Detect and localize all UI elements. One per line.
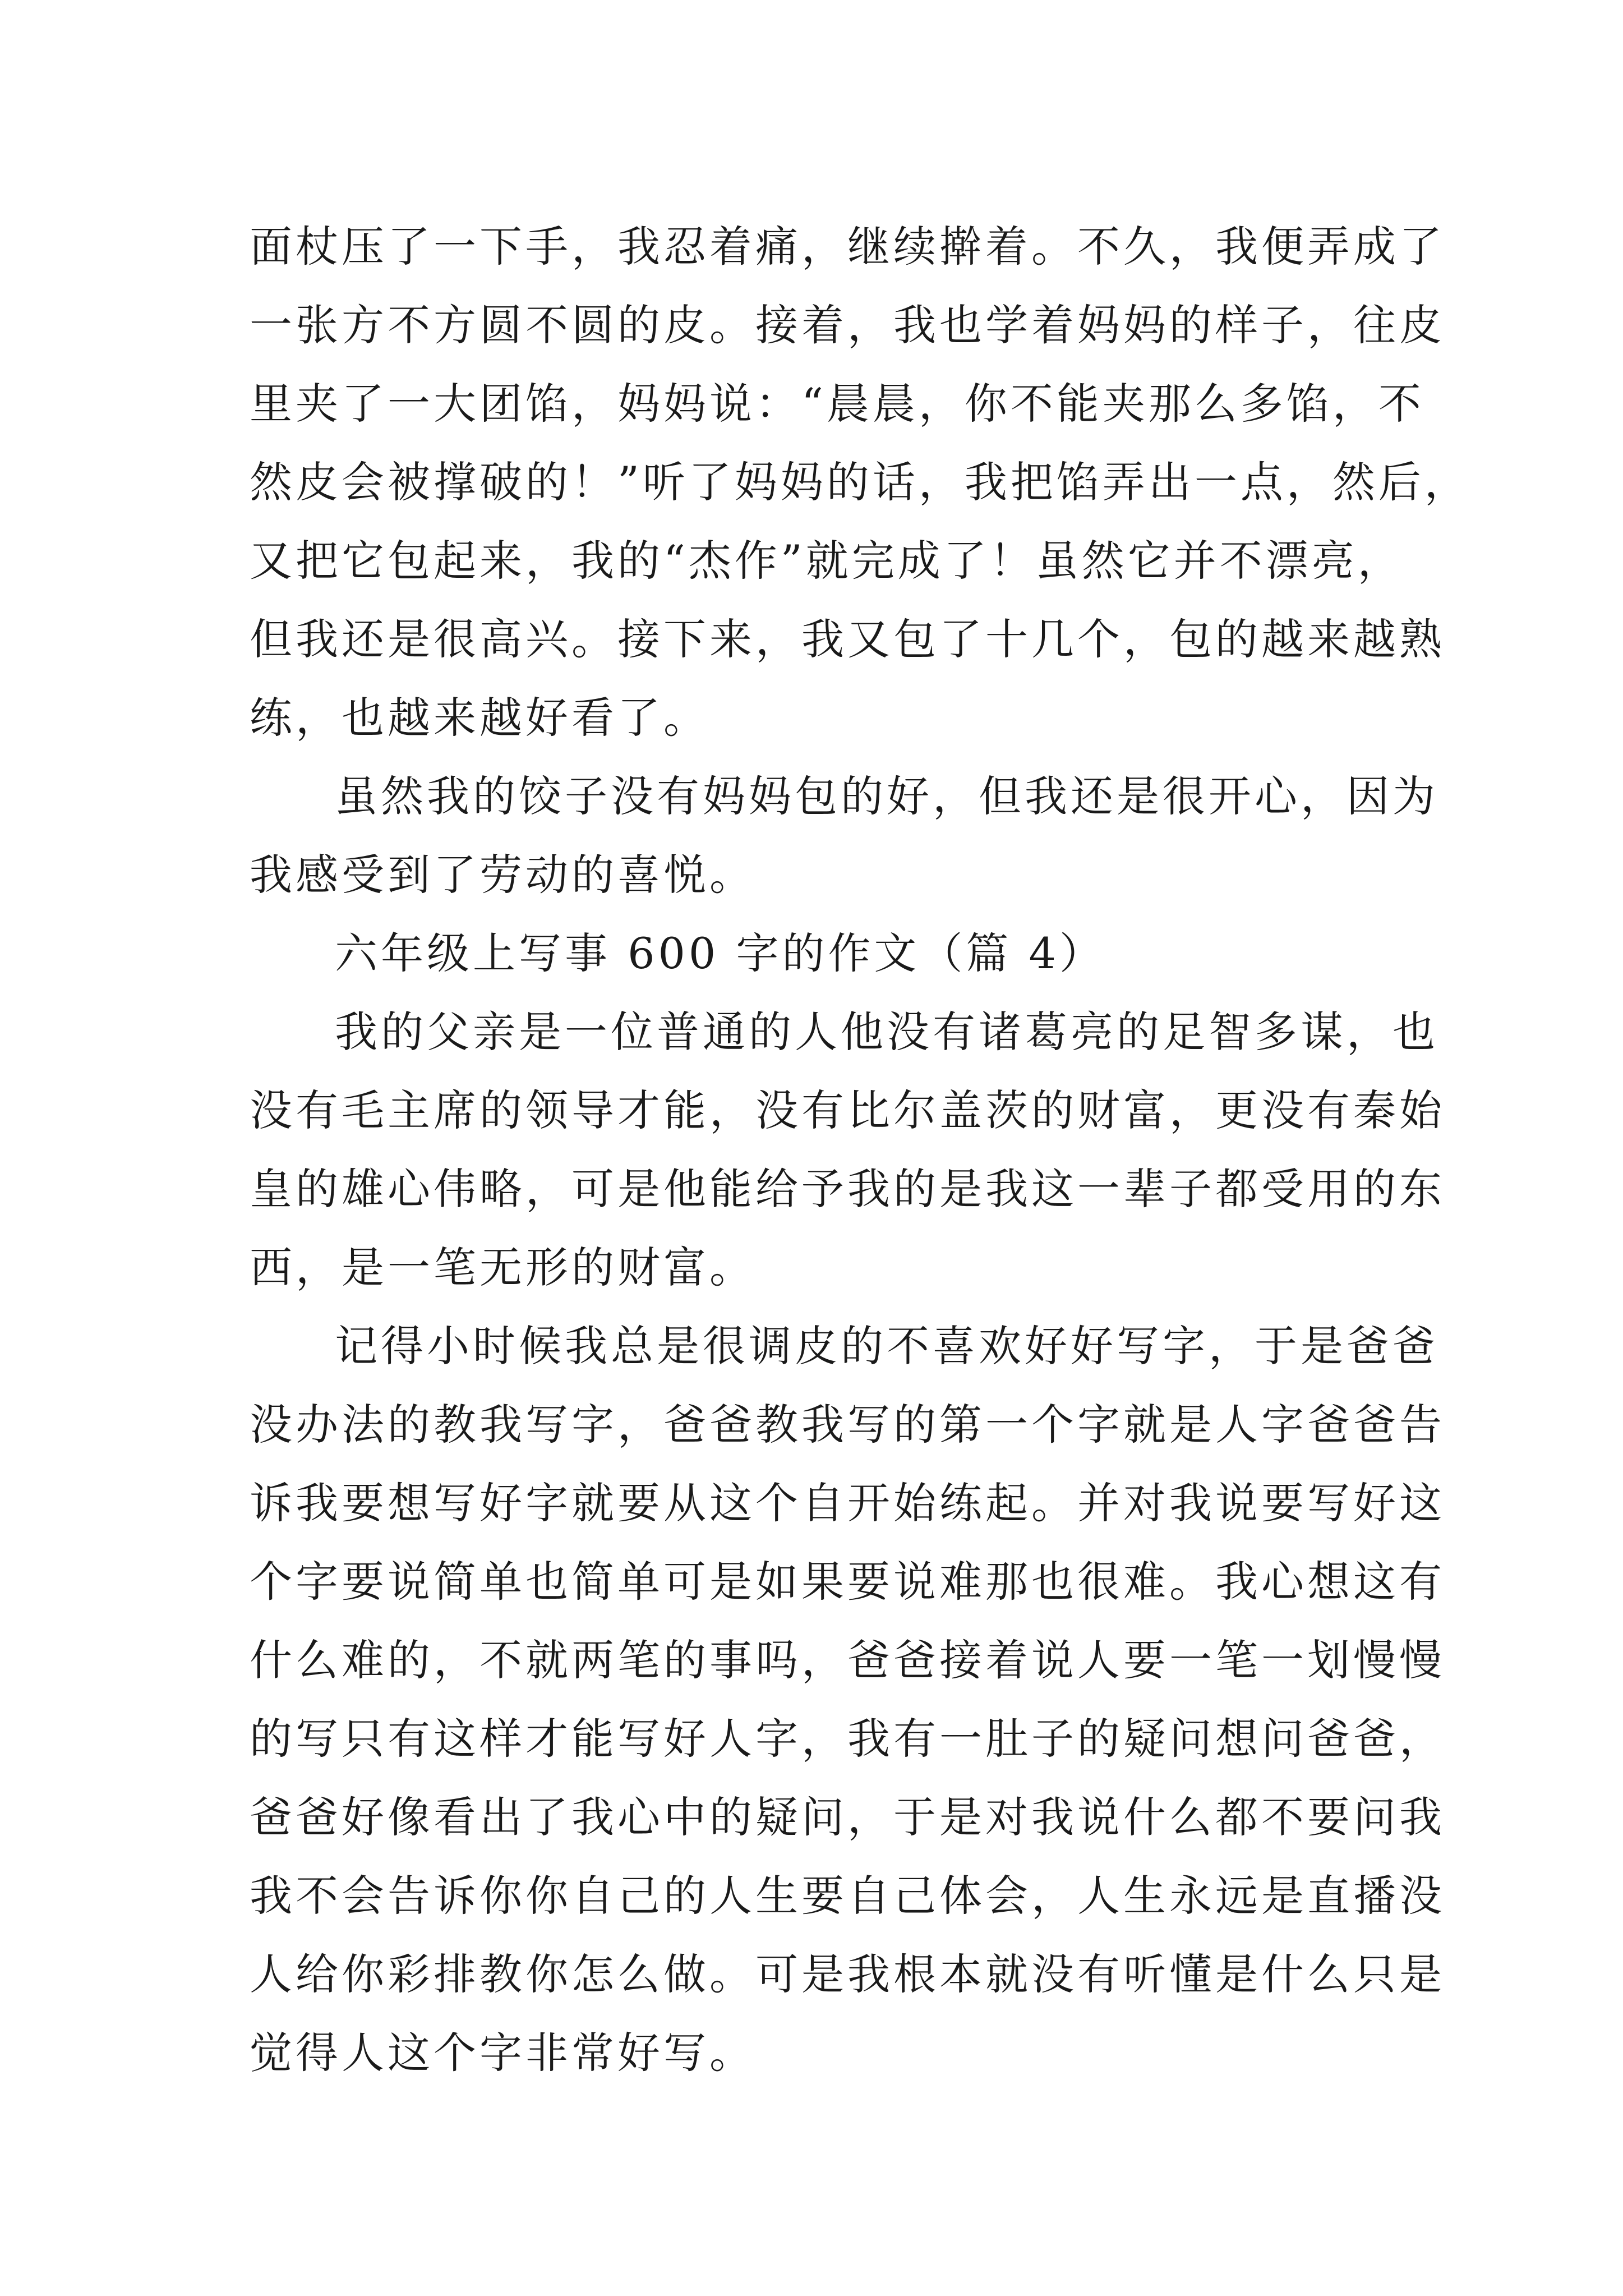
section-heading: 六年级上写事 600 字的作文（篇 4） xyxy=(335,928,1105,978)
text-line: 然皮会被撑破的！”听了妈妈的话，我把馅弄出一点，然后， xyxy=(250,457,1470,507)
text-line: 西，是一笔无形的财富。 xyxy=(250,1243,755,1292)
text-line: 觉得人这个字非常好写。 xyxy=(250,2028,755,2078)
text-line: 什么难的，不就两笔的事吗，爸爸接着说人要一笔一划慢慢 xyxy=(250,1635,1445,1685)
text-line: 我的父亲是一位普通的人他没有诸葛亮的足智多谋，也 xyxy=(335,1007,1438,1057)
text-line: 没办法的教我写字，爸爸教我写的第一个字就是人字爸爸告 xyxy=(250,1400,1445,1450)
text-line: 没有毛主席的领导才能，没有比尔盖茨的财富，更没有秦始 xyxy=(250,1085,1445,1135)
text-line: 但我还是很高兴。接下来，我又包了十几个，包的越来越熟 xyxy=(250,614,1445,664)
text-line: 又把它包起来，我的“杰作”就完成了！虽然它并不漂亮， xyxy=(250,536,1404,586)
text-line: 人给你彩排教你怎么做。可是我根本就没有听懂是什么只是 xyxy=(250,1949,1445,1999)
text-line: 诉我要想写好字就要从这个自开始练起。并对我说要写好这 xyxy=(250,1478,1445,1528)
text-line: 一张方不方圆不圆的皮。接着，我也学着妈妈的样子，往皮 xyxy=(250,300,1445,350)
text-line: 的写只有这样才能写好人字，我有一肚子的疑问想问爸爸， xyxy=(250,1714,1445,1764)
text-line: 我感受到了劳动的喜悦。 xyxy=(250,850,755,900)
text-line: 练，也越来越好看了。 xyxy=(250,693,709,743)
text-line: 皇的雄心伟略，可是他能给予我的是我这一辈子都受用的东 xyxy=(250,1164,1445,1214)
text-line: 面杖压了一下手，我忍着痛，继续擀着。不久，我便弄成了 xyxy=(250,222,1445,272)
text-line: 记得小时候我总是很调皮的不喜欢好好写字，于是爸爸 xyxy=(335,1321,1438,1371)
text-line: 里夹了一大团馅，妈妈说：“晨晨，你不能夹那么多馅，不 xyxy=(250,379,1424,429)
body-text xyxy=(250,208,1470,2092)
text-line: 我不会告诉你你自己的人生要自己体会，人生永远是直播没 xyxy=(250,1871,1445,1921)
text-line: 个字要说简单也简单可是如果要说难那也很难。我心想这有 xyxy=(250,1557,1445,1607)
text-line: 虽然我的饺子没有妈妈包的好，但我还是很开心，因为 xyxy=(335,771,1438,821)
text-line: 爸爸好像看出了我心中的疑问，于是对我说什么都不要问我 xyxy=(250,1792,1445,1842)
